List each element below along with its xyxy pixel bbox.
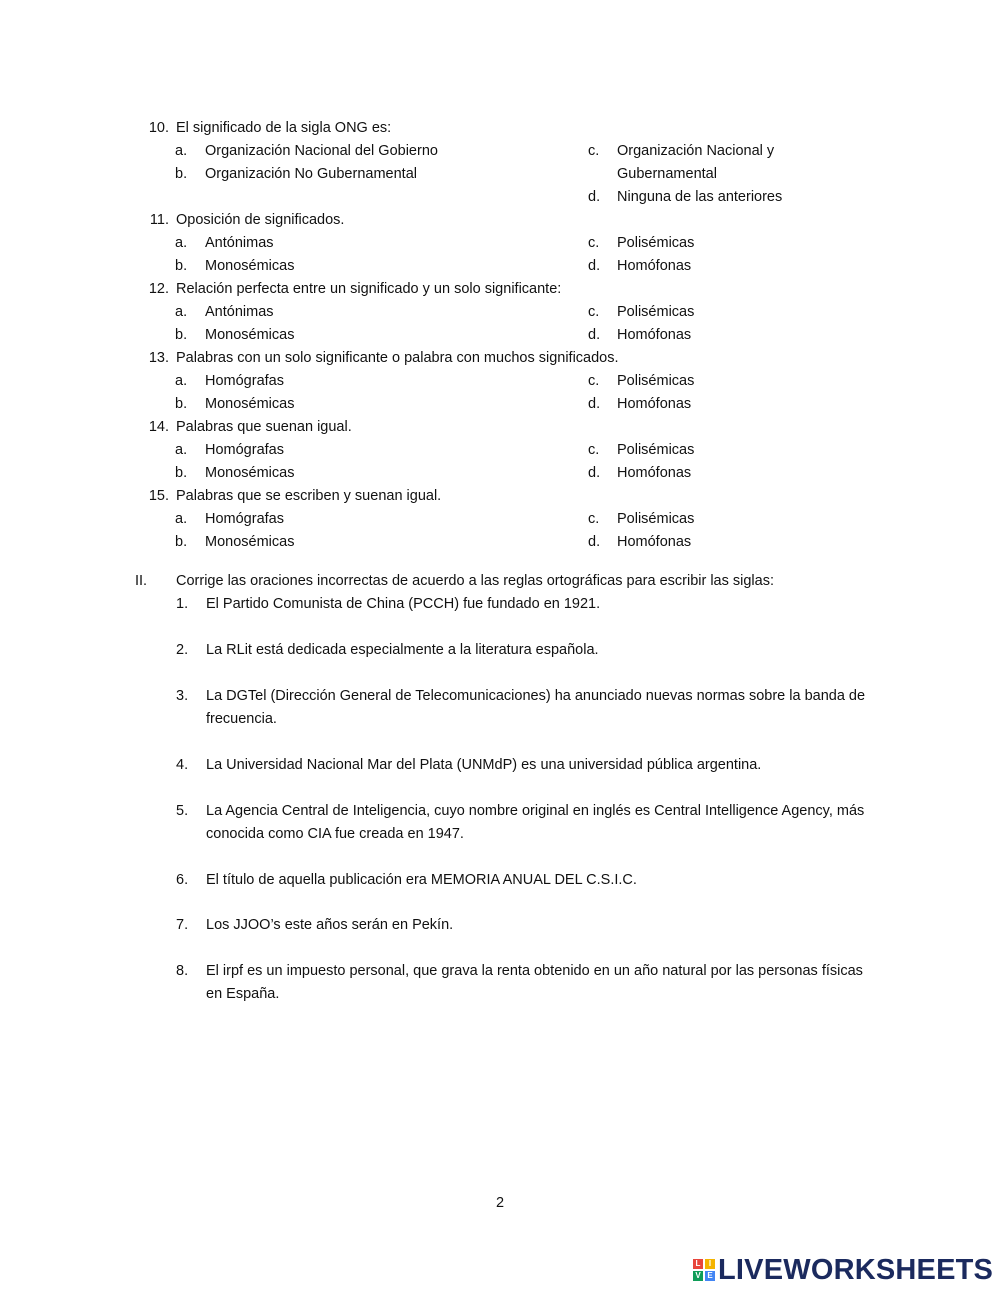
option-c: Polisémicas <box>617 511 695 527</box>
sentence-item: La RLit está dedicada especialmente a la literatura española. <box>206 642 599 658</box>
logo-tile: L <box>693 1259 703 1269</box>
option-letter: c. <box>588 304 600 320</box>
option-letter: b. <box>175 396 188 412</box>
item-number: 6. <box>176 872 189 888</box>
question-text: Oposición de significados. <box>176 212 345 228</box>
question-text: Palabras que se escriben y suenan igual. <box>176 488 442 504</box>
logo-text: LIVEWORKSHEETS <box>718 1253 994 1286</box>
sentence-item: La Universidad Nacional Mar del Plata (UNMdP) es una universidad pública argentina. <box>206 757 762 773</box>
option-a: Homógrafas <box>205 373 284 389</box>
section-numeral: II. <box>135 573 148 589</box>
option-b: Monosémicas <box>205 327 295 343</box>
question-text: Palabras que suenan igual. <box>176 419 352 435</box>
option-d: Homófonas <box>617 534 692 550</box>
logo-tile: E <box>705 1271 715 1281</box>
option-a: Antónimas <box>205 235 274 251</box>
option-letter: a. <box>175 304 188 320</box>
option-letter: d. <box>588 258 601 274</box>
option-letter: a. <box>175 373 188 389</box>
sentence-item: Los JJOO’s este años serán en Pekín. <box>206 917 454 933</box>
option-d: Homófonas <box>617 327 692 343</box>
option-d: Homófonas <box>617 258 692 274</box>
option-letter: a. <box>175 442 188 458</box>
option-a: Homógrafas <box>205 442 284 458</box>
option-letter: c. <box>588 143 600 159</box>
logo-tile: I <box>705 1259 715 1269</box>
option-letter: c. <box>588 235 600 251</box>
option-letter: a. <box>175 235 188 251</box>
option-b: Monosémicas <box>205 258 295 274</box>
option-b: Monosémicas <box>205 465 295 481</box>
item-number: 2. <box>176 642 189 658</box>
item-number: 5. <box>176 803 189 819</box>
option-a: Antónimas <box>205 304 274 320</box>
option-letter: a. <box>175 511 188 527</box>
sentence-item: El Partido Comunista de China (PCCH) fue fundado en 1921. <box>206 596 601 612</box>
question-number: 15. <box>148 488 169 504</box>
item-number: 7. <box>176 917 189 933</box>
sentence-item-continued: frecuencia. <box>206 711 277 727</box>
question-number: 12. <box>148 281 169 297</box>
option-d: Homófonas <box>617 465 692 481</box>
option-c: Polisémicas <box>617 373 695 389</box>
option-letter: b. <box>175 534 188 550</box>
sentence-item: La Agencia Central de Inteligencia, cuyo nombre original en inglés es Central Intelligence Agency, más <box>206 803 865 819</box>
option-b: Organización No Gubernamental <box>205 166 417 182</box>
logo-grid-icon <box>693 1259 715 1281</box>
option-letter: b. <box>175 166 188 182</box>
section-instruction: Corrige las oraciones incorrectas de acuerdo a las reglas ortográficas para escribir las siglas: <box>176 573 774 589</box>
option-letter: d. <box>588 396 601 412</box>
option-a: Homógrafas <box>205 511 284 527</box>
option-letter: c. <box>588 442 600 458</box>
option-letter: d. <box>588 465 601 481</box>
item-number: 4. <box>176 757 189 773</box>
option-c-continued: Gubernamental <box>617 166 717 182</box>
sentence-item: El irpf es un impuesto personal, que grava la renta obtenido en un año natural por las personas físicas <box>206 963 863 979</box>
question-text: Relación perfecta entre un significado y un solo significante: <box>176 281 562 297</box>
option-c: Polisémicas <box>617 442 695 458</box>
question-number: 13. <box>148 350 169 366</box>
option-d: Homófonas <box>617 396 692 412</box>
option-letter: c. <box>588 511 600 527</box>
sentence-item: El título de aquella publicación era MEMORIA ANUAL DEL C.S.I.C. <box>206 872 637 888</box>
option-d: Ninguna de las anteriores <box>617 189 783 205</box>
option-letter: b. <box>175 465 188 481</box>
option-b: Monosémicas <box>205 534 295 550</box>
question-number: 14. <box>148 419 169 435</box>
sentence-item-continued: en España. <box>206 986 280 1002</box>
question-text: El significado de la sigla ONG es: <box>176 120 392 136</box>
liveworksheets-logo <box>693 1255 993 1285</box>
sentence-item-continued: conocida como CIA fue creada en 1947. <box>206 826 464 842</box>
option-c: Organización Nacional y <box>617 143 775 159</box>
question-text: Palabras con un solo significante o palabra con muchos significados. <box>176 350 619 366</box>
option-c: Polisémicas <box>617 235 695 251</box>
option-c: Polisémicas <box>617 304 695 320</box>
question-number: 11. <box>149 212 169 228</box>
option-b: Monosémicas <box>205 396 295 412</box>
option-letter: d. <box>588 534 601 550</box>
option-letter: a. <box>175 143 188 159</box>
logo-tile: V <box>693 1271 703 1281</box>
sentence-item: La DGTel (Dirección General de Telecomunicaciones) ha anunciado nuevas normas sobre la banda de <box>206 688 866 704</box>
item-number: 8. <box>176 963 189 979</box>
question-number: 10. <box>148 120 169 136</box>
option-letter: b. <box>175 258 188 274</box>
option-letter: d. <box>588 327 601 343</box>
item-number: 1. <box>176 596 189 612</box>
item-number: 3. <box>176 688 189 704</box>
option-letter: c. <box>588 373 600 389</box>
option-letter: d. <box>588 189 601 205</box>
page-number: 2 <box>496 1195 505 1211</box>
option-a: Organización Nacional del Gobierno <box>205 143 438 159</box>
option-letter: b. <box>175 327 188 343</box>
